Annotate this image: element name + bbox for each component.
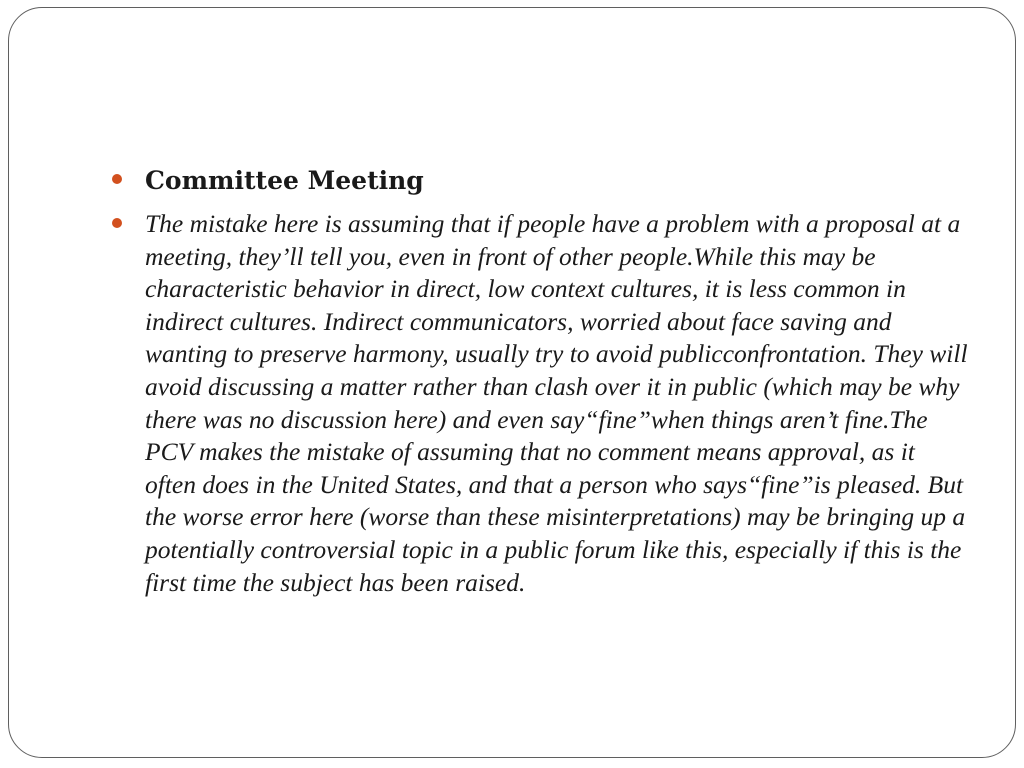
- bullet-dot-icon: [112, 174, 122, 184]
- bullet-item-heading: [112, 162, 972, 200]
- bullet-dot-icon: [112, 218, 122, 228]
- bullet-item-body: [112, 208, 972, 599]
- slide-heading: Committee Meeting: [145, 166, 424, 195]
- slide-body-text: The mistake here is assuming that if people have a problem with a proposal at a meeting, they’ll tell you, even in front of other people.While this may be characteristic behavior in direct, low context cultures, it is less common in indirect cultures. Indirect communicators, worried about face saving and wanting to preserve harmony, usually try to avoid publicconfrontation. They will avoid discussing a matter rather than clash over it in public (which may be why there was no discussion here) and even say“fine”when things aren’t fine.The PCV makes the mistake of assuming that no comment means approval, as it often does in the United States, and that a person who says“fine”is pleased. But the worse error here (worse than these misinterpretations) may be bringing up a potentially controversial topic in a public forum like this, especially if this is the first time the subject has been raised.: [145, 209, 968, 597]
- slide-content: [112, 162, 972, 599]
